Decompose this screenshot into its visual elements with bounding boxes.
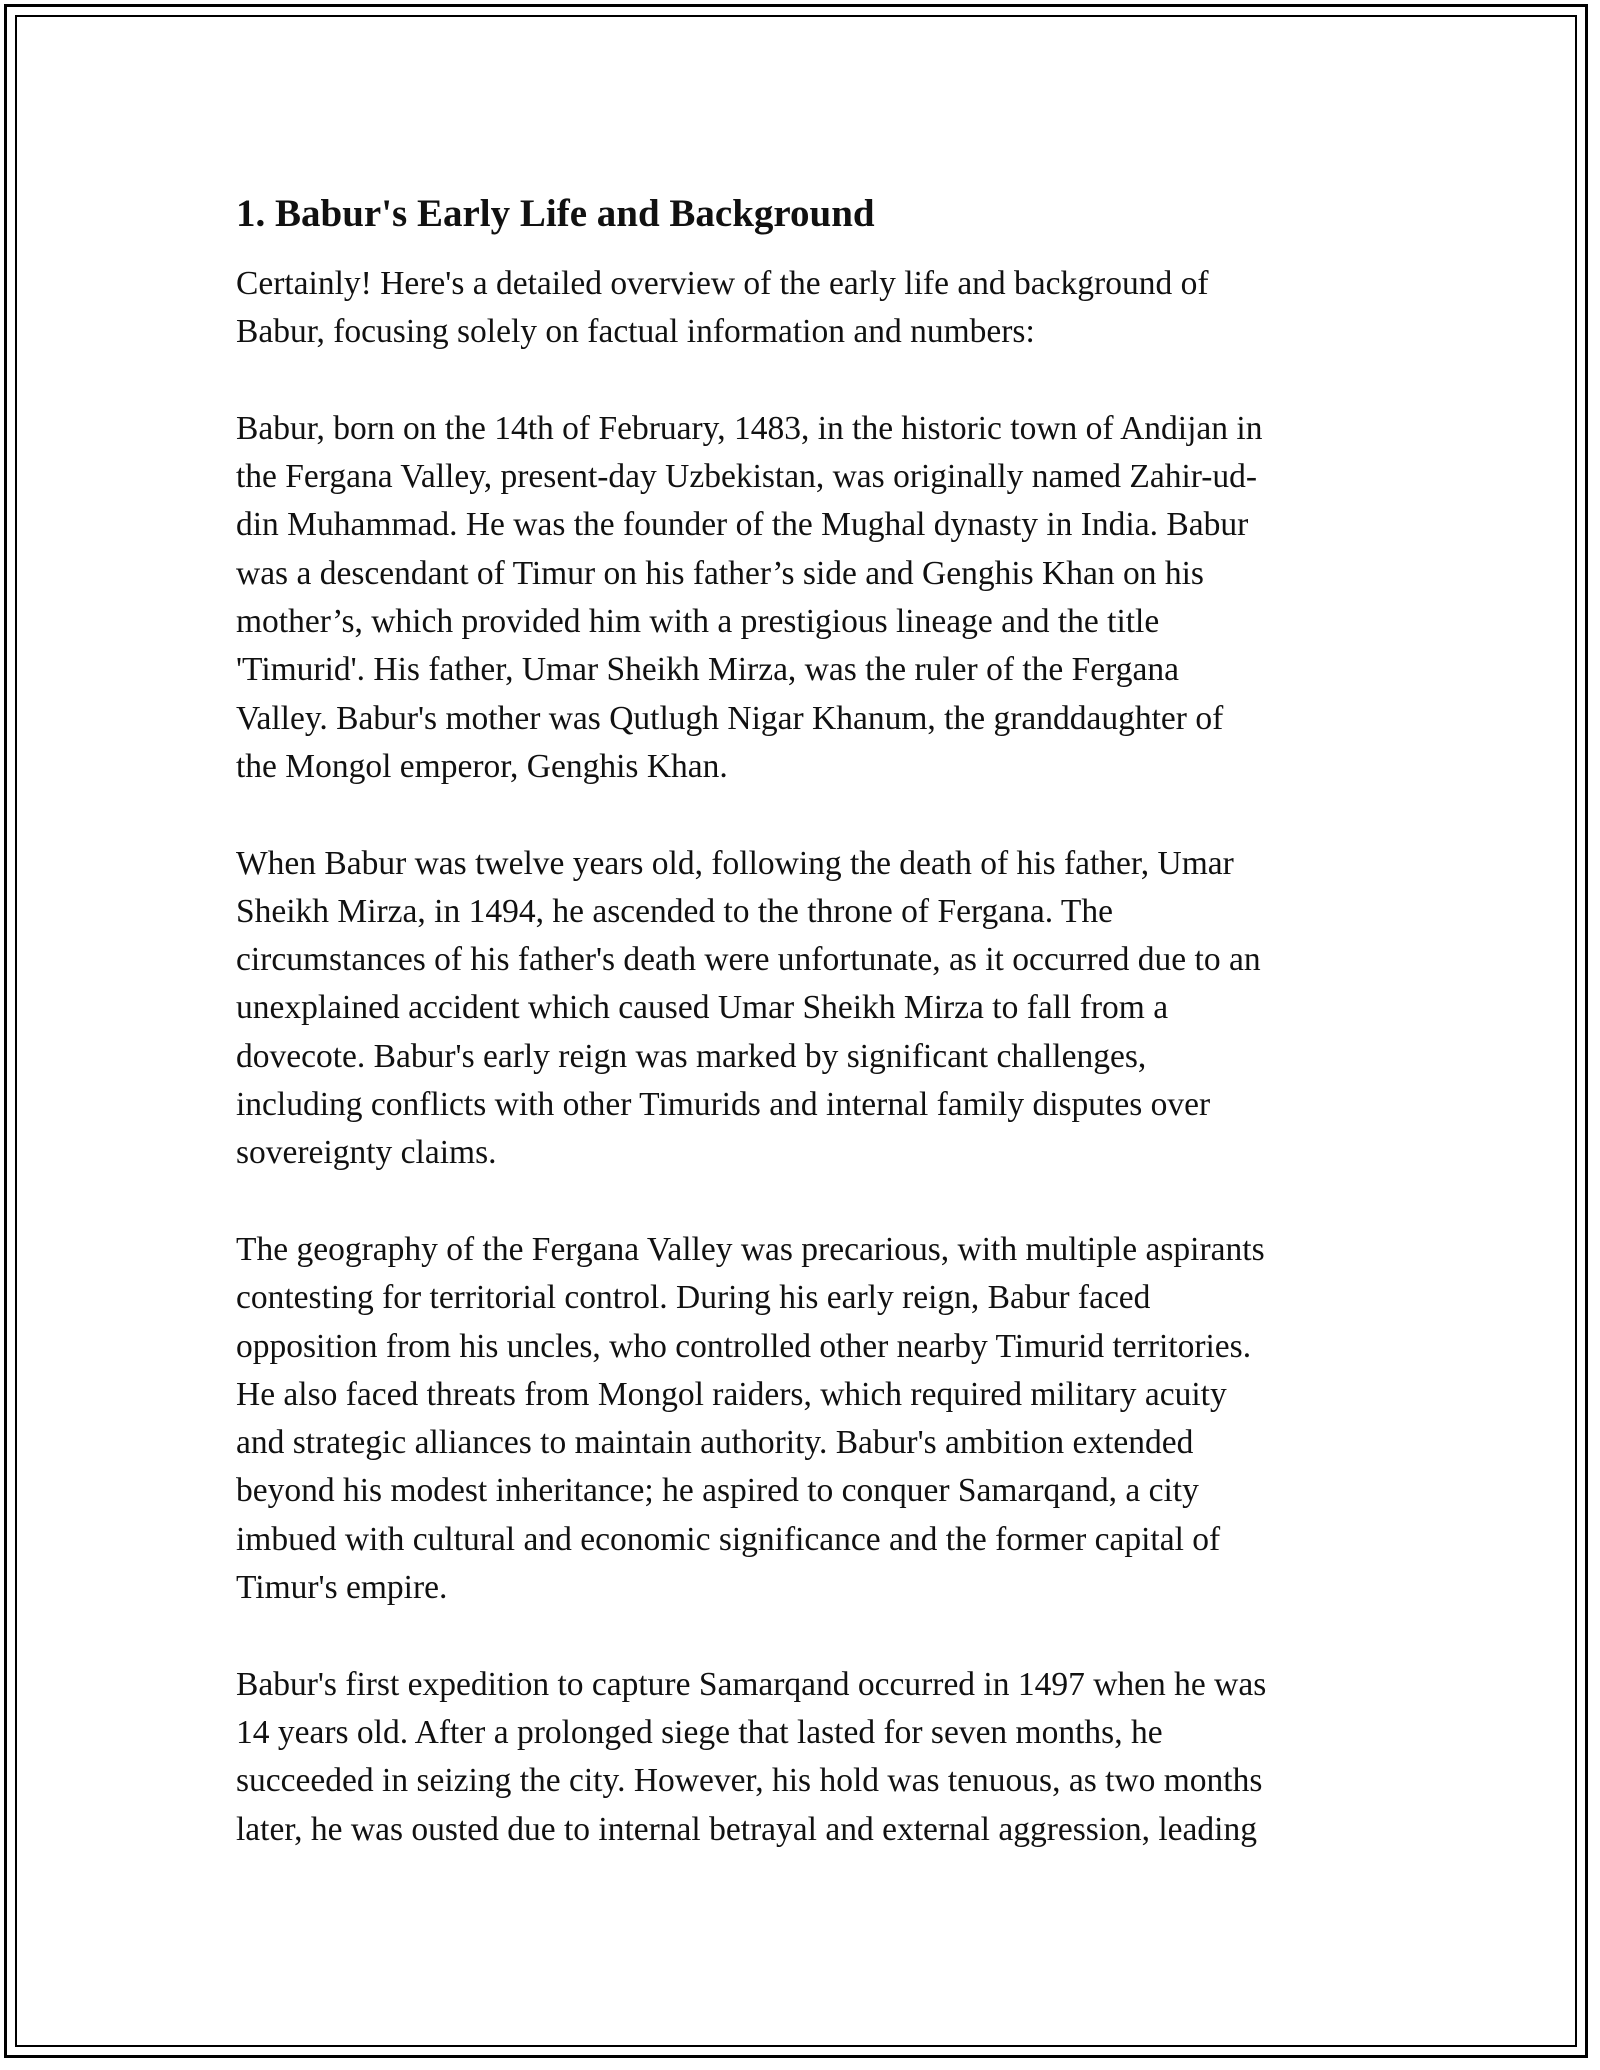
paragraph-birth-lineage: [236, 405, 1370, 791]
paragraph-geography: [236, 1226, 1370, 1612]
text-line: Timur's empire.: [236, 1569, 448, 1607]
text-line: Babur, born on the 14th of February, 1483, in the historic town of Andijan in: [236, 409, 1263, 447]
text-line: opposition from his uncles, who controlled other nearby Timurid territories.: [236, 1327, 1252, 1365]
text-line: the Fergana Valley, present-day Uzbekistan, was originally named Zahir-ud-: [236, 458, 1258, 496]
text-line: the Mongol emperor, Genghis Khan.: [236, 747, 728, 785]
text-line: Certainly! Here's a detailed overview of the early life and background of: [236, 265, 1209, 302]
paragraph-intro: [236, 260, 1370, 357]
document-body: [236, 186, 1370, 1902]
text-line: He also faced threats from Mongol raiders, which required military acuity: [236, 1375, 1227, 1413]
text-line: din Muhammad. He was the founder of the Mughal dynasty in India. Babur: [236, 506, 1249, 544]
text-line: mother’s, which provided him with a prestigious lineage and the title: [236, 603, 1160, 641]
text-line: succeeded in seizing the city. However, his hold was tenuous, as two months: [236, 1762, 1263, 1800]
text-line: was a descendant of Timur on his father’s side and Genghis Khan on his: [236, 554, 1204, 592]
text-line: imbued with cultural and economic significance and the former capital of: [236, 1520, 1221, 1558]
text-line: Babur's first expedition to capture Samarqand occurred in 1497 when he was: [236, 1665, 1267, 1703]
section-heading: 1. Babur's Early Life and Background: [236, 192, 875, 235]
text-line: dovecote. Babur's early reign was marked by significant challenges,: [236, 1037, 1147, 1075]
text-line: Sheikh Mirza, in 1494, he ascended to the throne of Fergana. The: [236, 892, 1113, 930]
text-line: sovereignty claims.: [236, 1134, 497, 1172]
text-line: including conflicts with other Timurids and internal family disputes over: [236, 1086, 1211, 1124]
text-line: 'Timurid'. His father, Umar Sheikh Mirza, was the ruler of the Fergana: [236, 651, 1179, 689]
paragraph-accession: [236, 840, 1370, 1178]
text-line: When Babur was twelve years old, following the death of his father, Umar: [236, 844, 1234, 882]
text-line: beyond his modest inheritance; he aspired to conquer Samarqand, a city: [236, 1472, 1199, 1510]
text-line: and strategic alliances to maintain authority. Babur's ambition extended: [236, 1424, 1194, 1462]
text-line: 14 years old. After a prolonged siege that lasted for seven months, he: [236, 1713, 1163, 1751]
text-line: Babur, focusing solely on factual information and numbers:: [236, 313, 1035, 351]
paragraph-samarqand-expedition: [236, 1661, 1370, 1854]
text-line: later, he was ousted due to internal betrayal and external aggression, leading: [236, 1810, 1257, 1848]
text-line: circumstances of his father's death were unfortunate, as it occurred due to an: [236, 941, 1261, 979]
text-line: unexplained accident which caused Umar Sheikh Mirza to fall from a: [236, 989, 1169, 1027]
text-line: contesting for territorial control. During his early reign, Babur faced: [236, 1279, 1151, 1317]
text-line: The geography of the Fergana Valley was precarious, with multiple aspirants: [236, 1230, 1265, 1268]
text-line: Valley. Babur's mother was Qutlugh Nigar Khanum, the granddaughter of: [236, 699, 1224, 737]
